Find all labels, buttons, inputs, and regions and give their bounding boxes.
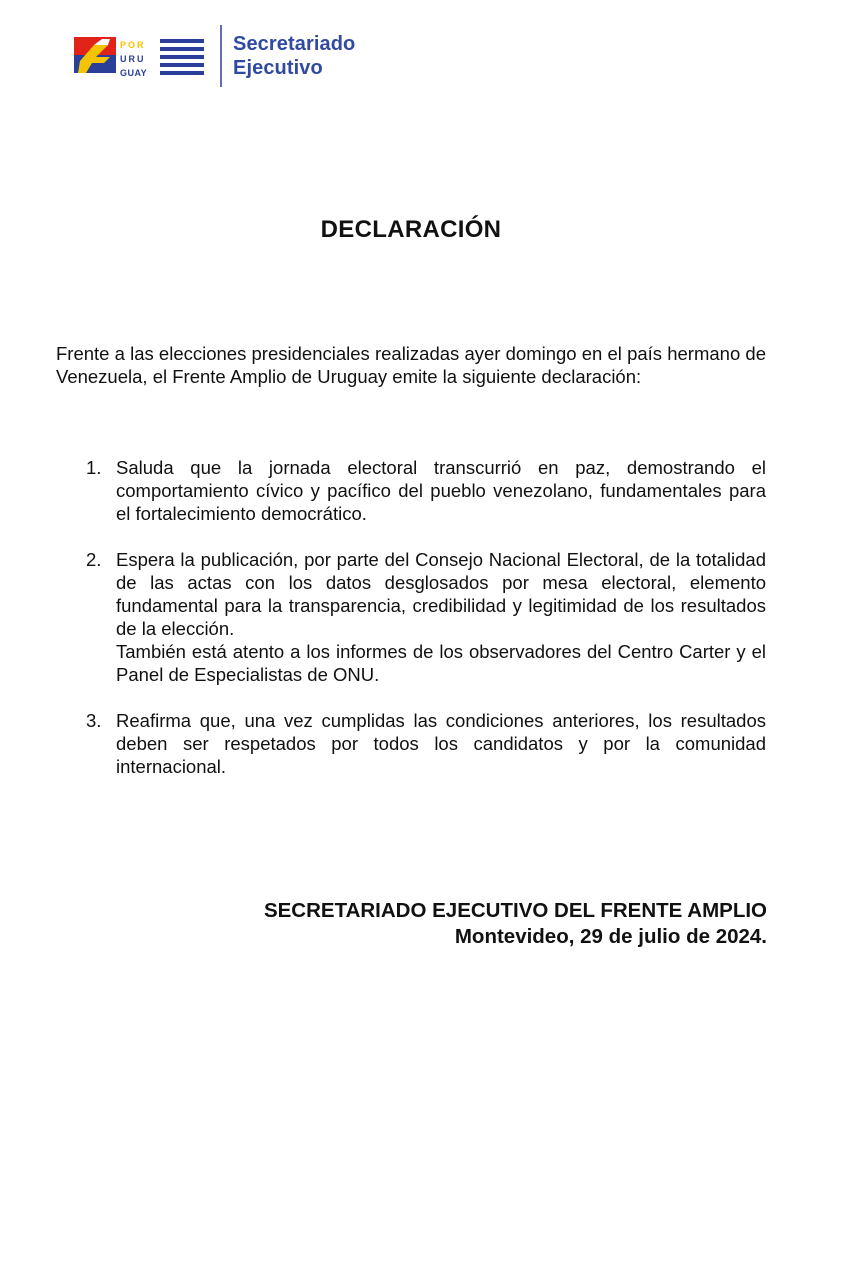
list-item <box>56 456 766 525</box>
list-item-body <box>116 709 766 778</box>
declaration-points <box>56 456 766 801</box>
header <box>74 24 355 88</box>
list-item-number: 3. <box>86 710 102 731</box>
list-item-text: También está atento a los informes de los observadores del Centro Carter y el Panel de Especialistas de ONU. <box>116 641 766 685</box>
logo-guay: GUAY <box>120 68 148 78</box>
logo-divider <box>220 25 222 87</box>
organization-title <box>233 32 355 80</box>
list-item-text: Reafirma que, una vez cumplidas las condiciones anteriores, los resultados deben ser respetados por todos los candidatos y por la comunidad internacional. <box>116 710 766 777</box>
list-item-body <box>116 548 766 686</box>
list-item <box>56 709 766 778</box>
frente-amplio-logo <box>74 31 206 81</box>
logo-uru: URU <box>120 54 146 64</box>
list-item-text: Saluda que la jornada electoral transcurrió en paz, demostrando el comportamiento cívico y pacífico del pueblo venezolano, fundamentales para el fortalecimiento democrático. <box>116 457 766 524</box>
document-title: DECLARACIÓN <box>320 216 502 243</box>
organization-title-line1: Secretariado <box>233 33 356 55</box>
list-item-number: 1. <box>86 457 102 478</box>
signature-block <box>264 898 767 950</box>
list-item-text: Espera la publicación, por parte del Consejo Nacional Electoral, de la totalidad de las actas con los datos desglosados por mesa electoral, elemento fundamental para la transparencia, credibilidad y legitimidad de los resultados de la elección. <box>116 549 766 639</box>
flag-logo-icon <box>74 31 206 81</box>
list-item <box>56 548 766 686</box>
signature-place-date: Montevideo, 29 de julio de 2024. <box>454 925 767 948</box>
list-item-number: 2. <box>86 549 102 570</box>
list-item-body <box>116 456 766 525</box>
intro-paragraph: Frente a las elecciones presidenciales realizadas ayer domingo en el país hermano de Venezuela, el Frente Amplio de Uruguay emite la siguiente declaración: <box>56 343 766 387</box>
organization-title-line2: Ejecutivo <box>233 57 323 79</box>
signature-organization: SECRETARIADO EJECUTIVO DEL FRENTE AMPLIO <box>263 899 767 922</box>
logo-por: POR <box>120 40 146 50</box>
